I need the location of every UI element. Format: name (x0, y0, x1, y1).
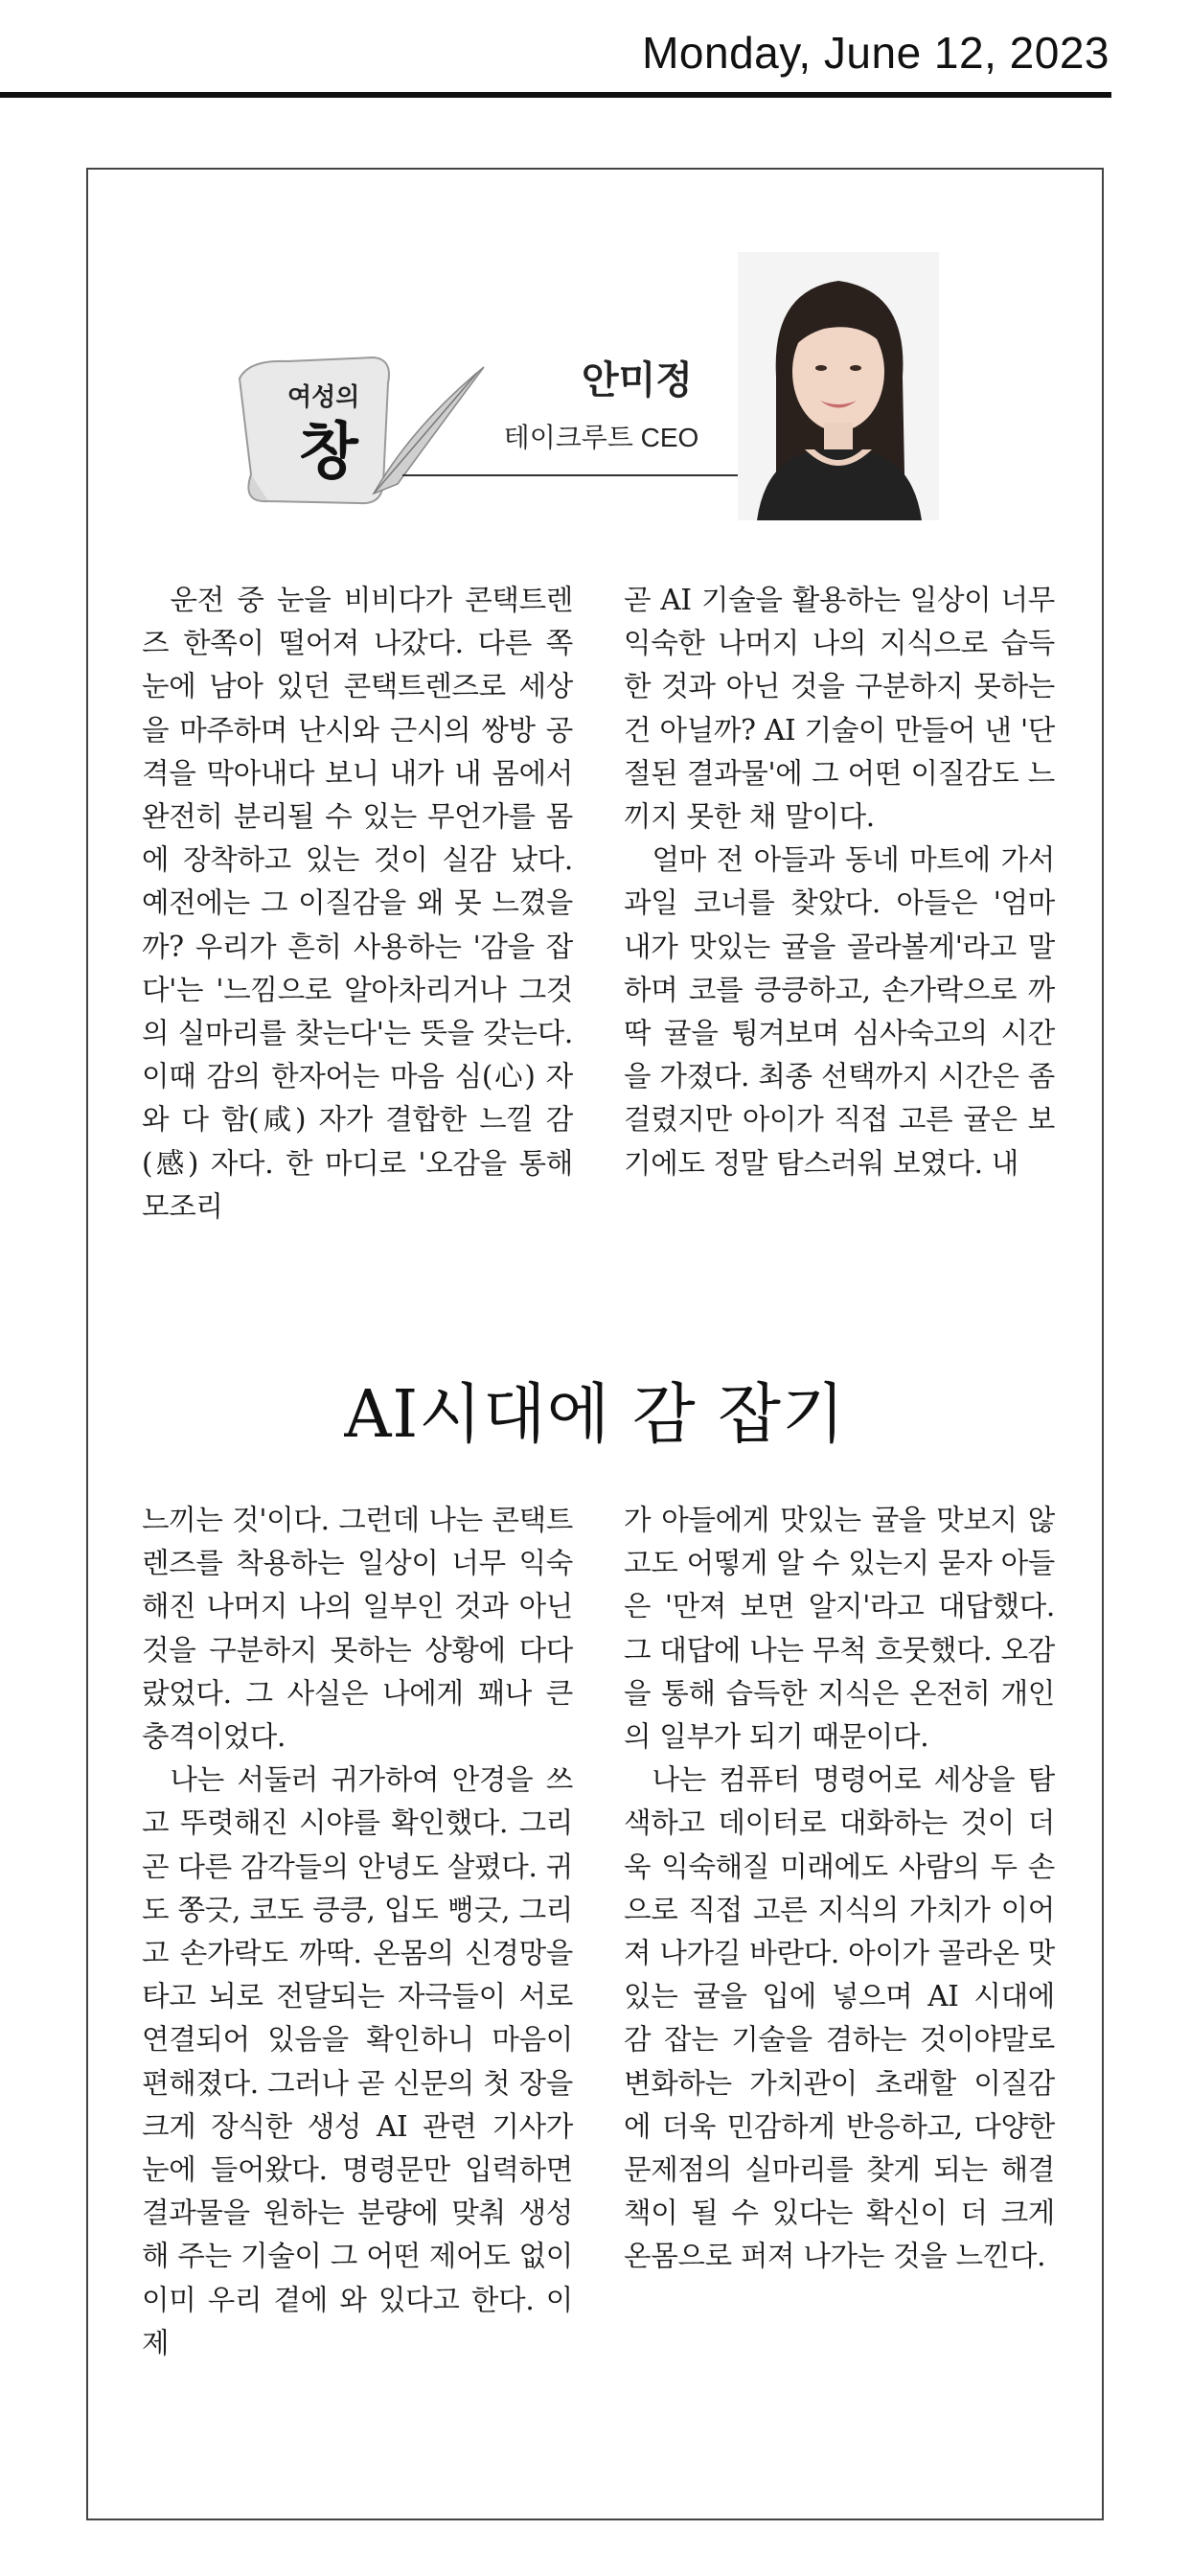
scroll-feather-icon (230, 340, 489, 522)
body-column-4 (624, 1499, 1055, 2279)
paragraph: 가 아들에게 맛있는 귤을 맛보지 않고도 어떻게 알 수 있는지 묻자 아들은 '만져 보면 알지'라고 대답했다. 그 대답에 나는 무척 흐뭇했다. 오감을 통해 습득한 지식은 온전히 개인의 일부가 되기 때문이다. (624, 1504, 1055, 1754)
body-column-1 (142, 579, 573, 1229)
body-column-3 (142, 1499, 573, 2365)
author-photo (738, 252, 939, 520)
paragraph: 나는 서둘러 귀가하여 안경을 쓰고 뚜렷해진 시야를 확인했다. 그리곤 다른 감각들의 안녕도 살폈다. 귀도 쫑긋, 코도 킁킁, 입도 뻥긋, 그리고 손가락도 까딱. 온몸의 신경망을 타고 뇌로 전달되는 자극들이 서로 연결되어 있음을 확인하니 마음이 편해졌다. 그러나 곧 신문의 첫 장을 크게 장식한 생성 AI 관련 기사가 눈에 들어왔다. 명령문만 입력하면 결과물을 원하는 분량에 맞춰 생성해 주는 기술이 그 어떤 제어도 없이 이미 우리 곁에 와 있다고 한다. 이제 (142, 1763, 573, 2359)
author-name: 안미정 (582, 357, 693, 402)
paragraph: 얼마 전 아들과 동네 마트에 가서 과일 코너를 찾았다. 아들은 '엄마 내가 맛있는 귤을 골라볼게'라고 말하며 코를 킁킁하고, 손가락으로 까딱 귤을 튕겨보며 심사숙고의 시간을 가졌다. 최종 선택까지 시간은 좀 걸렸지만 아이가 직접 고른 귤은 보기에도 정말 탐스러워 보였다. 내 (624, 843, 1055, 1180)
column-logo (230, 340, 489, 522)
header-rule (0, 92, 1111, 98)
logo-line2: 창 (299, 416, 358, 488)
author-title: 테이크루트 CEO (503, 423, 699, 452)
publication-date: Monday, June 12, 2023 (642, 28, 1110, 78)
author-rule (402, 474, 743, 476)
paragraph: 운전 중 눈을 비비다가 콘택트렌즈 한쪽이 떨어져 나갔다. 다른 쪽 눈에 남아 있던 콘택트렌즈로 세상을 마주하며 난시와 근시의 쌍방 공격을 막아내다 보니 내가 내 몸에서 완전히 분리될 수 있는 무언가를 몸에 장착하고 있는 것이 실감 났다. 예전에는 그 이질감을 왜 못 느꼈을까? 우리가 흔히 사용하는 '감을 잡다'는 '느낌으로 알아차리거나 그것의 실마리를 찾는다'는 뜻을 갖는다. 이때 감의 한자어는 마음 심(心) 자와 다 함(咸) 자가 결합한 느낄 감(感) 자다. 한 마디로 '오감을 통해 모조리 (142, 584, 573, 1223)
portrait-image (738, 252, 939, 520)
logo-line1: 여성의 (287, 383, 360, 412)
body-column-2 (624, 579, 1055, 1185)
paragraph: 곧 AI 기술을 활용하는 일상이 너무 익숙한 나머지 나의 지식으로 습득한 것과 아닌 것을 구분하지 못하는 건 아닐까? AI 기술이 만들어 낸 '단절된 결과물'에 그 어떤 이질감도 느끼지 못한 채 말이다. (624, 584, 1055, 834)
paragraph: 나는 컴퓨터 명령어로 세상을 탐색하고 데이터로 대화하는 것이 더욱 익숙해질 미래에도 사람의 두 손으로 직접 고른 지식의 가치가 이어져 나가길 바란다. 아이가 골라온 맛있는 귤을 입에 넣으며 AI 시대에 감 잡는 기술을 겸하는 것이야말로 변화하는 가치관이 초래할 이질감에 더욱 민감하게 반응하고, 다양한 문제점의 실마리를 찾게 되는 해결책이 될 수 있다는 확신이 더 크게 온몸으로 퍼져 나가는 것을 느낀다. (624, 1763, 1055, 2273)
headline: AI시대에 감 잡기 (344, 1377, 846, 1453)
paragraph: 느끼는 것'이다. 그런데 나는 콘택트렌즈를 착용하는 일상이 너무 익숙해진 나머지 나의 일부인 것과 아닌 것을 구분하지 못하는 상황에 다다랐었다. 그 사실은 나에게 꽤나 큰 충격이었다. (142, 1504, 573, 1754)
